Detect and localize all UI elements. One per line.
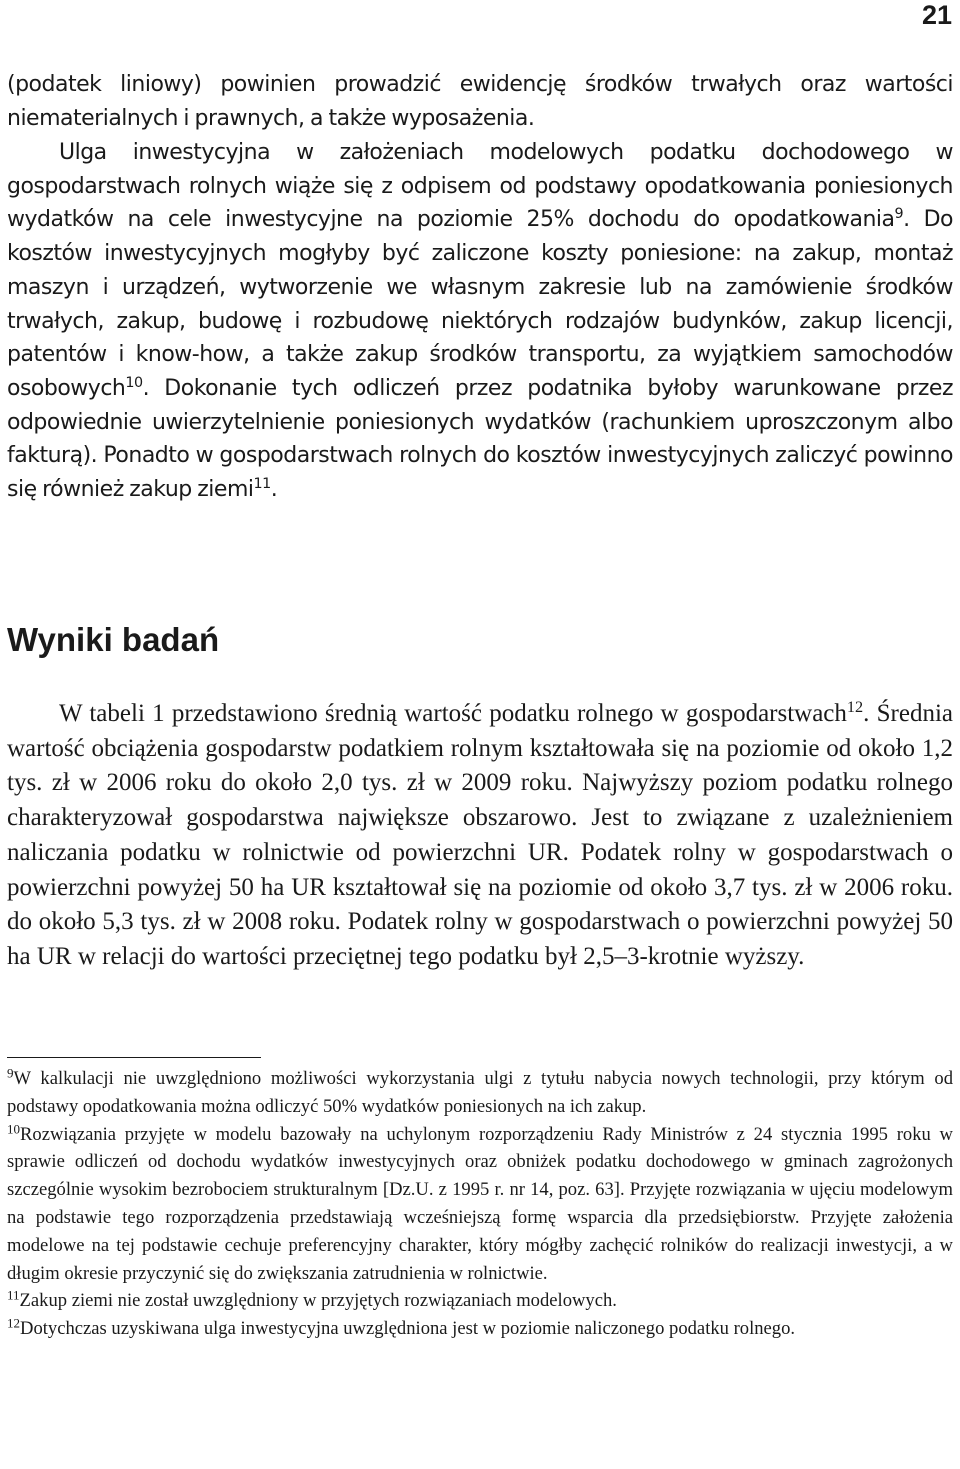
footnote-text: Rozwiązania przyjęte w modelu bazowały na uchylonym rozporządzeniu Rady Ministrów z 24 stycznia 1995 roku w sprawie odliczeń od dochodu wydatków inwestycyjnych oraz obniżek podatku dochodowego w gminach zagrożonych szczególnie wysokim bezrobociem strukturalnym [Dz.U. z 1995 r. nr 14, poz. 63]. Przyjęte rozwiązania w ujęciu modelowym na podstawie tego rozporządzenia przedstawiają wcześniejszą formę wsparcia dla przedsiębiorstw. Przyjęte założenia modelowe na tej podstawie cechuje preferencyjny charakter, który mógłby zachęcić rolników do realizacji inwestycji, a w długim okresie przyczynić się do zwiększania zatrudnienia w rolnictwie. — [7, 1123, 953, 1284]
footnote-number: 9 — [7, 1065, 14, 1081]
paragraph-text: W tabeli 1 przedstawiono średnią wartość podatku rolnego w gospodarstwach — [59, 700, 847, 727]
footnote-separator — [7, 1057, 261, 1058]
page-number: 21 — [921, 0, 952, 30]
footnote-ref-11[interactable]: 11 — [253, 476, 271, 493]
footnote-12 — [7, 1315, 953, 1343]
footnote-11 — [7, 1287, 953, 1315]
footnote-text: Zakup ziemi nie został uwzględniony w przyjętych rozwiązaniach modelowych. — [19, 1290, 617, 1312]
footnote-number: 10 — [7, 1121, 21, 1137]
footnote-ref-10[interactable]: 10 — [125, 375, 143, 392]
footnote-ref-9[interactable]: 9 — [894, 206, 904, 223]
paragraph-text: . Do kosztów inwestycyjnych mogłyby być zaliczone koszty poniesione: na zakup, montaż maszyn i urządzeń, wytworzenie we własnym zakresie lub na zamówienie środków trwałych, zakup, budowę i rozbudowę niektórych rodzajów budynków, zakup licencji, patentów i know-how, a także zakup środków transportu, za wyjątkiem samochodów osobowych — [7, 207, 953, 401]
paragraph-text: . Dokonanie tych odliczeń przez podatnika byłoby warunkowane przez odpowiednie uwierzytelnienie poniesionych wydatków (rachunkiem uproszczonym albo fakturą). Ponadto w gospodarstwach rolnych do kosztów inwestycyjnych zaliczyć powinno się również zakup ziemi — [7, 375, 953, 503]
paragraph-continuation: (podatek liniowy) powinien prowadzić ewidencję środków trwałych oraz wartości niematerialnych i prawnych, a także wyposażenia. — [7, 72, 953, 131]
footnote-text: W kalkulacji nie uwzględniono możliwości wykorzystania ulgi z tytułu nabycia nowych technologii, przy którym od podstawy opodatkowania można odliczyć 50% wydatków poniesionych na ich zakup. — [7, 1068, 953, 1117]
paragraph-text: . — [270, 477, 278, 503]
footnote-10 — [7, 1121, 953, 1288]
footnote-text: Dotychczas uzyskiwana ulga inwestycyjna uwzględniona jest w poziomie naliczonego podatku rolnego. — [20, 1318, 796, 1340]
section-heading: Wyniki badań — [7, 621, 220, 658]
footnote-9 — [7, 1065, 953, 1121]
footnote-number: 11 — [7, 1287, 20, 1303]
paragraph-text: . Średnia wartość obciążenia gospodarstw podatkiem rolnym kształtowała się na poziomie od około 1,2 tys. zł w 2006 roku do około 2,0 tys. zł w 2009 roku. Najwyższy poziom podatku rolnego charakteryzował gospodarstwa największe obszarowo. Jest to związane z uzależnieniem naliczania podatku w rolnictwie od powierzchni UR. Podatek rolny w gospodarstwach o powierzchni powyżej 50 ha UR kształtował się na poziomie od około 3,7 tys. zł w 2006 roku. do około 5,3 tys. zł w 2008 roku. Podatek rolny w gospodarstwach o powierzchni powyżej 50 ha UR w relacji do wartości przeciętnej tego podatku był 2,5–3-krotnie wyższy. — [7, 700, 953, 970]
paragraph-text: Ulga inwestycyjna w założeniach modelowych podatku dochodowego w gospodarstwach rolnych wiąże się z odpisem od podstawy opodatkowania poniesionych wydatków na cele inwestycyjne na poziomie 25% dochodu do opodatkowania — [7, 140, 953, 233]
paragraph-investment-relief — [7, 136, 953, 507]
footnotes — [7, 1065, 953, 1343]
paragraph-results — [7, 697, 953, 975]
footnote-number: 12 — [7, 1315, 21, 1331]
footnote-ref-12[interactable]: 12 — [846, 698, 864, 717]
